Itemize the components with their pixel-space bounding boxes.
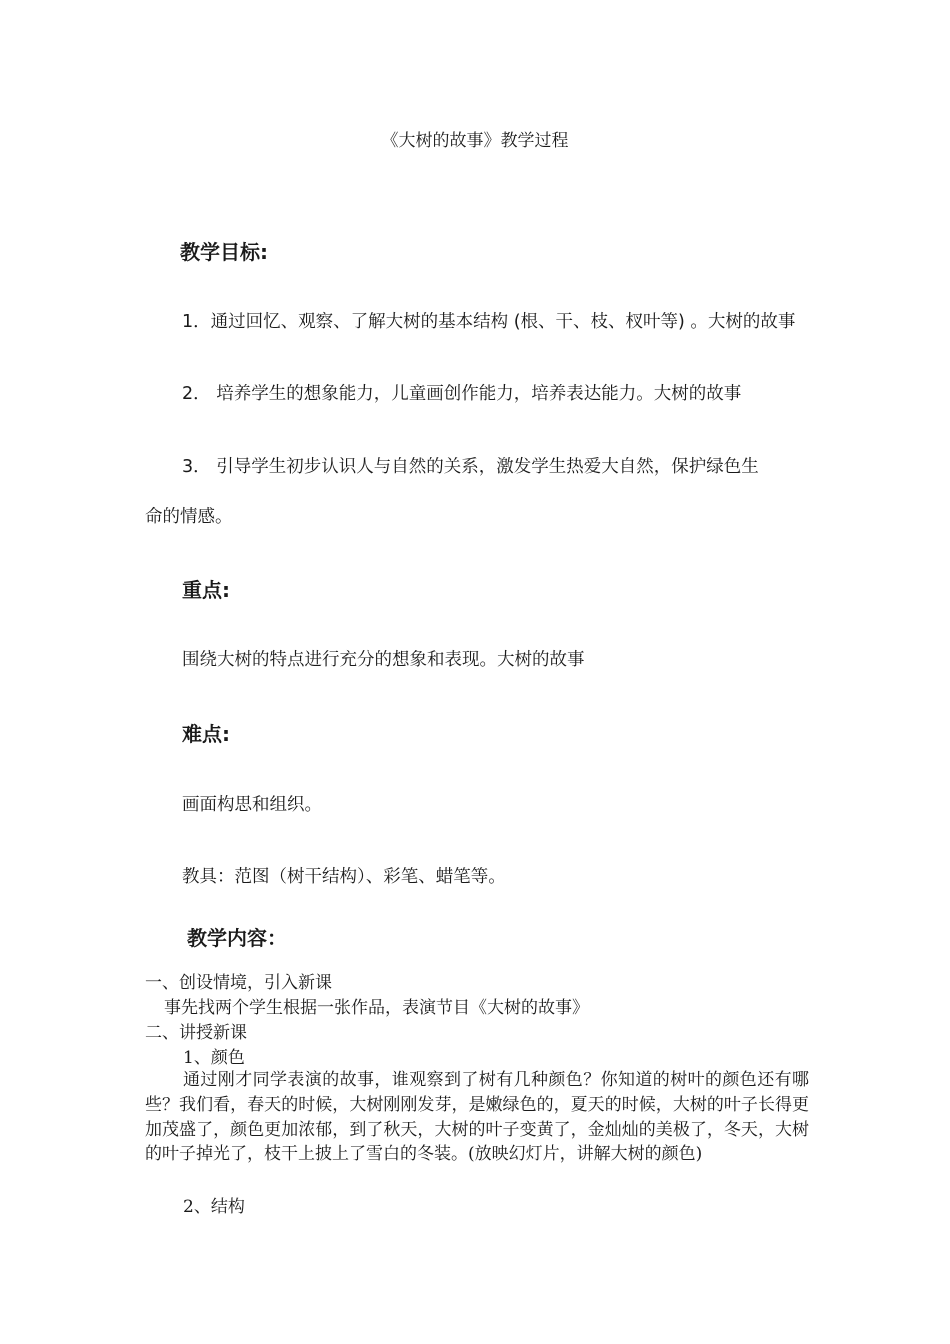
- section-2-title: 二、讲授新课: [145, 1023, 247, 1043]
- key-point-text: 围绕大树的特点进行充分的想象和表现。大树的故事: [182, 650, 585, 670]
- document-title: 《大树的故事》教学过程: [381, 131, 569, 151]
- difficulty-heading: 难点:: [182, 722, 230, 746]
- objective-item-2: 2． 培养学生的想象能力，儿童画创作能力，培养表达能力。大树的故事: [182, 384, 742, 404]
- objective-item-1: 1．通过回忆、观察、了解大树的基本结构 (根、干、枝、杈叶等) 。大树的故事: [182, 312, 796, 332]
- objectives-heading: 教学目标:: [180, 240, 268, 264]
- objective-item-3-line-2: 命的情感。: [145, 507, 233, 527]
- key-point-heading: 重点:: [182, 578, 230, 602]
- content-heading: 教学内容：: [187, 926, 287, 950]
- subsection-2-title: 2、结构: [183, 1197, 245, 1217]
- section-1-text: 事先找两个学生根据一张作品，表演节目《大树的故事》: [164, 998, 589, 1018]
- section-1-title: 一、创设情境，引入新课: [145, 973, 332, 993]
- subsection-1-title: 1、颜色: [183, 1048, 245, 1068]
- difficulty-text: 画面构思和组织。: [182, 795, 322, 815]
- teaching-aids: 教具：范图（树干结构）、彩笔、蜡笔等。: [182, 867, 506, 887]
- subsection-1-text: 通过刚才同学表演的故事，谁观察到了树有几种颜色？你知道的树叶的颜色还有哪些？我们看，春天的时候，大树刚刚发芽，是嫩绿色的，夏天的时候，大树的叶子长得更加茂盛了，颜色更加浓郁，到了秋天，大树的叶子变黄了，金灿灿的美极了，冬天，大树的叶子掉光了，枝干上披上了雪白的冬装。(放映幻灯片，讲解大树的颜色): [145, 1070, 809, 1165]
- objective-item-3-line-1: 3． 引导学生初步认识人与自然的关系，激发学生热爱大自然，保护绿色生: [182, 457, 759, 477]
